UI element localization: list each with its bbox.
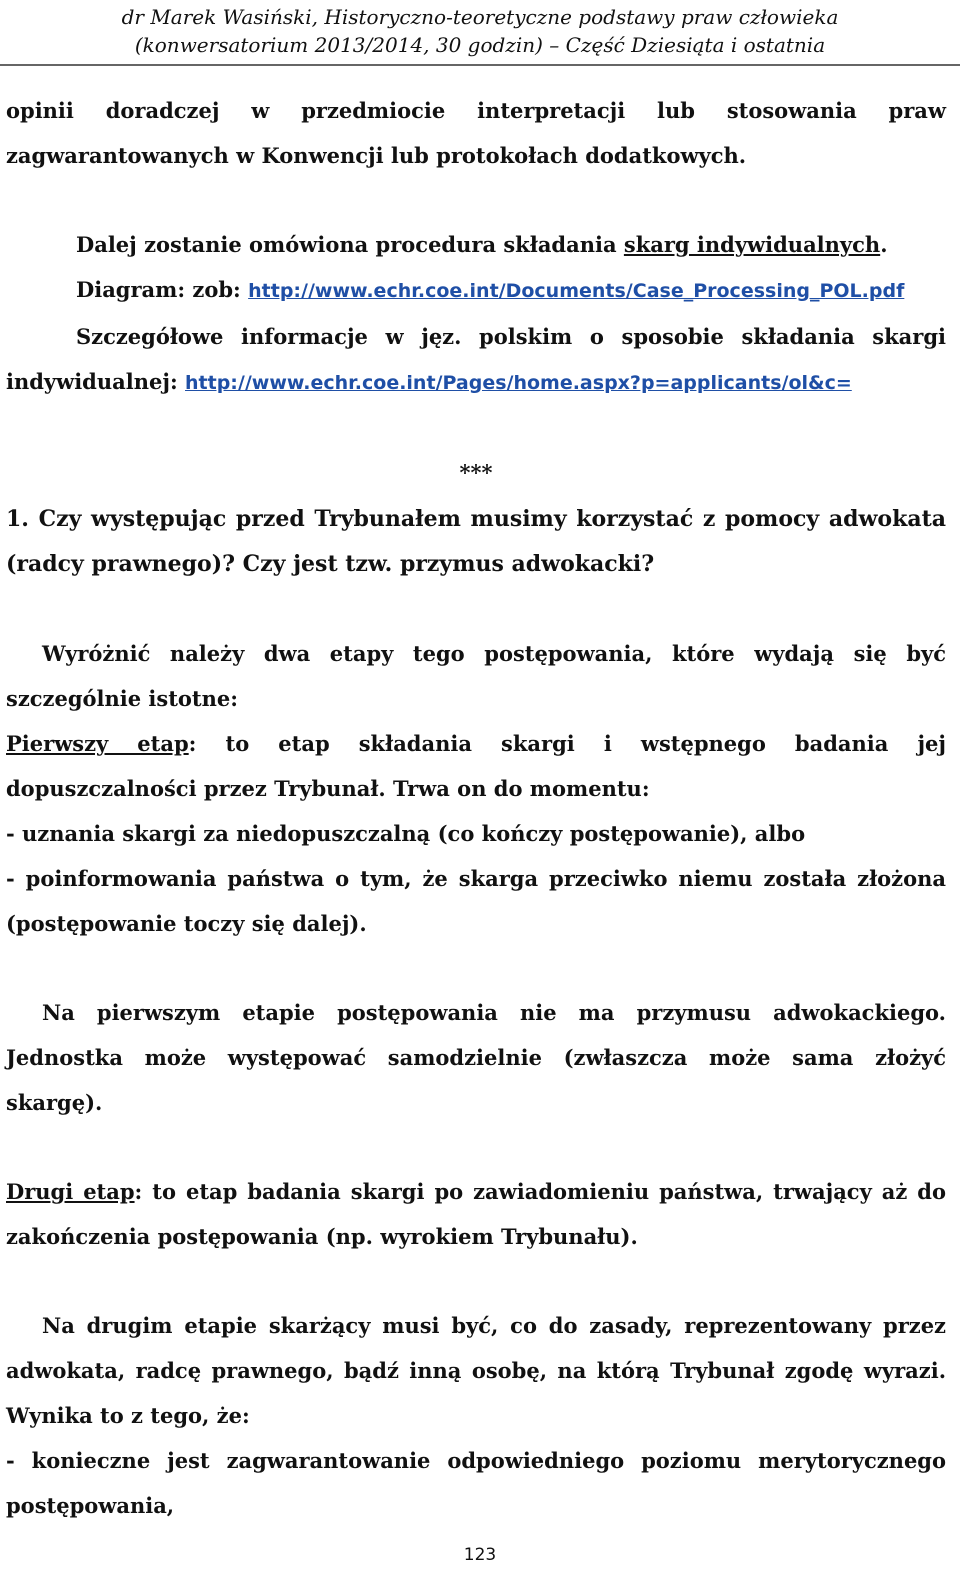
running-header: [0, 0, 960, 66]
stage-2-paragraph: [6, 1169, 946, 1259]
stage-2-label: Drugi etap: [6, 1179, 135, 1204]
stage-1-paragraph: [6, 721, 946, 811]
stages-intro: Wyróżnić należy dwa etapy tego postępowania, które wydają się być szczególnie istotne:: [6, 641, 946, 711]
header-line-1: dr Marek Wasiński, Historyczno-teoretyczne podstawy praw człowieka: [121, 5, 839, 29]
stage-2-item-1: - konieczne jest zagwarantowanie odpowiedniego poziomu merytorycznego postępowania,: [6, 1448, 946, 1518]
stage-2-note: Na drugim etapie skarżący musi być, co do zasady, reprezentowany przez adwokata, radcę prawnego, bądź inną osobę, na którą Trybunał zgodę wyrazi. Wynika to z tego, że:: [6, 1313, 946, 1428]
diagram-reference: [6, 267, 946, 314]
procedure-intro-end: .: [880, 232, 888, 257]
question-heading: 1. Czy występując przed Trybunałem musimy korzystać z pomocy adwokata (radcy prawnego)? Czy jest tzw. przymus adwokacki?: [6, 506, 946, 577]
stage-1-note: Na pierwszym etapie postępowania nie ma przymusu adwokackiego. Jednostka może występować samodzielnie (zwłaszcza może sama złożyć skargę).: [6, 1000, 946, 1115]
stage-2-text: : to etap badania skargi po zawiadomieniu państwa, trwający aż do zakończenia postępowania (np. wyrokiem Trybunału).: [6, 1179, 946, 1249]
individual-complaints-link[interactable]: skarg indywidualnych: [623, 232, 881, 257]
diagram-label: Diagram: zob:: [76, 277, 249, 302]
diagram-url-link[interactable]: http://www.echr.coe.int/Documents/Case_Processing_POL.pdf: [248, 280, 905, 302]
stage-1-text: : to etap składania skargi i wstępnego badania jej dopuszczalności przez Trybunał. Trwa on do momentu:: [6, 731, 947, 801]
continued-paragraph: opinii doradczej w przedmiocie interpretacji lub stosowania praw zagwarantowanych w Konwencji lub protokołach dodatkowych.: [6, 98, 946, 168]
details-url-link[interactable]: http://www.echr.coe.int/Pages/home.aspx?p=applicants/ol&c=: [185, 372, 852, 394]
details-text: Szczegółowe informacje w jęz. polskim o sposobie składania skargi indywidualnej:: [6, 324, 946, 394]
document-body: [6, 88, 946, 1528]
section-separator: ***: [459, 460, 493, 485]
header-line-2: (konwersatorium 2013/2014, 30 godzin) – Część Dziesiąta i ostatnia: [134, 33, 826, 57]
procedure-intro: [6, 222, 946, 267]
page-number: 123: [463, 1545, 497, 1565]
stage-1-label: Pierwszy etap: [6, 731, 189, 756]
stage-1-item-1: - uznania skargi za niedopuszczalną (co kończy postępowanie), albo: [6, 821, 806, 846]
details-reference: [6, 314, 946, 406]
stage-1-item-2: - poinformowania państwa o tym, że skarga przeciwko niemu została złożona (postępowanie toczy się dalej).: [6, 866, 946, 936]
procedure-intro-text: Dalej zostanie omówiona procedura składania: [76, 232, 624, 257]
